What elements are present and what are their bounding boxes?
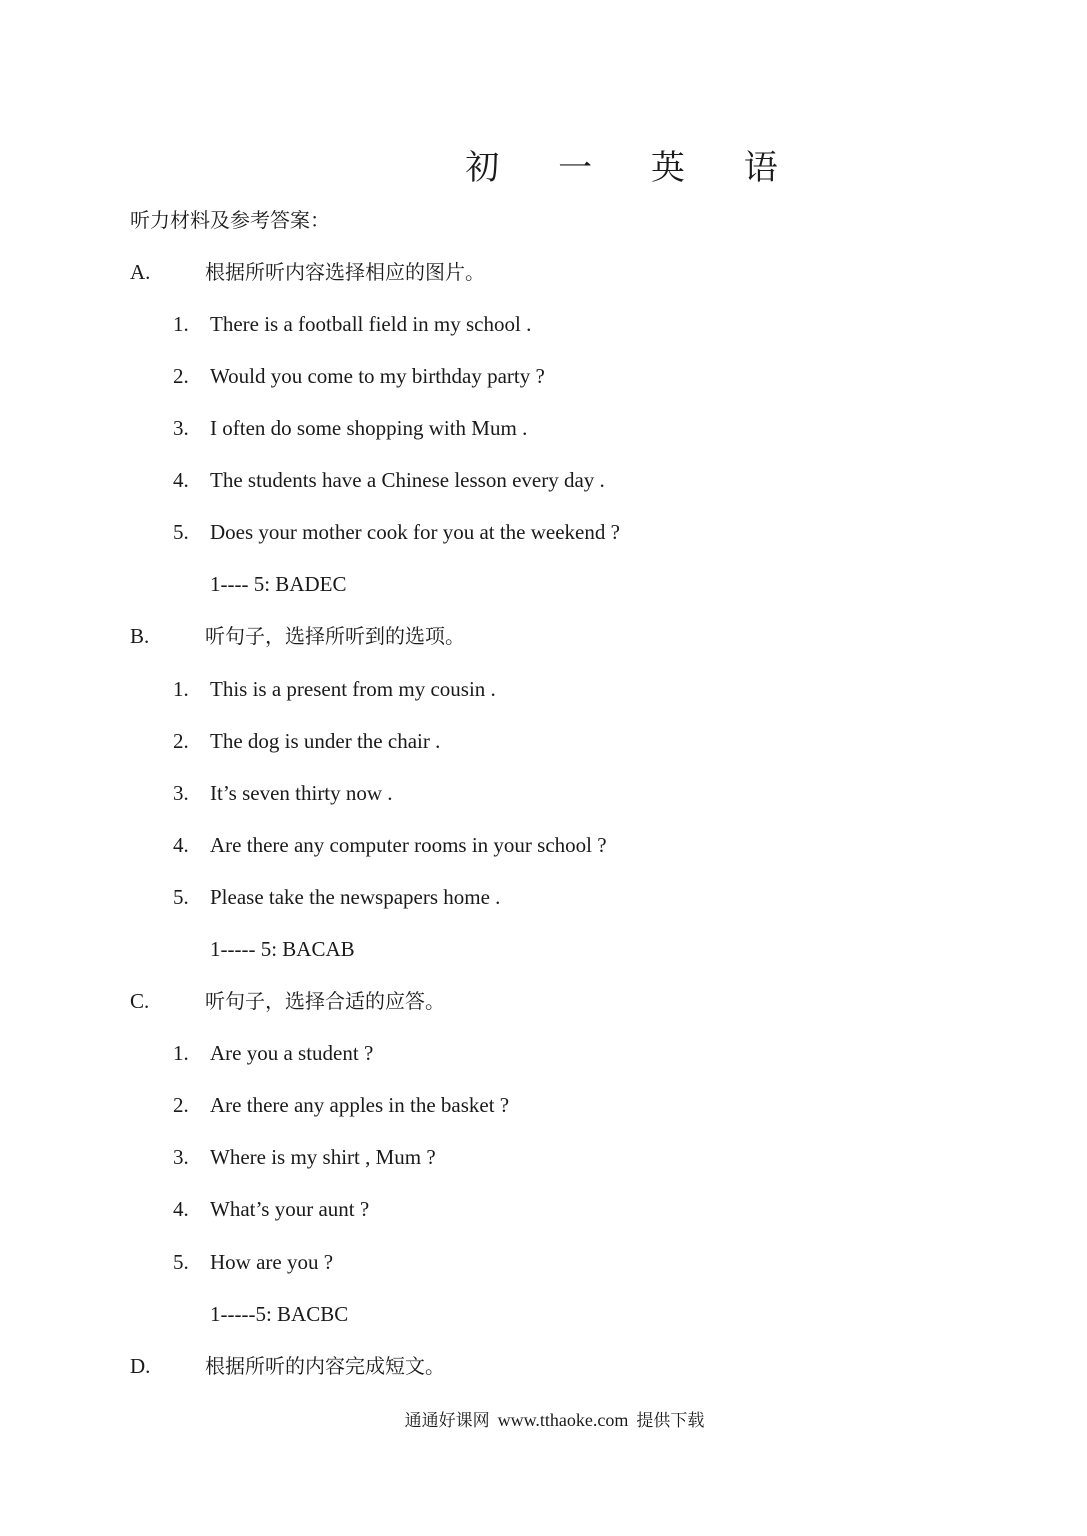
item-text: How are you ? xyxy=(210,1250,334,1274)
section-instruction: 听句子，选择所听到的选项。 xyxy=(205,624,465,648)
item-number: 3. xyxy=(173,1145,189,1169)
page-title: 初 一 英 语 xyxy=(465,148,802,188)
subtitle: 听力材料及参考答案： xyxy=(130,208,330,232)
item-number: 1. xyxy=(173,677,189,701)
list-item xyxy=(173,1143,436,1171)
item-text: Please take the newspapers home . xyxy=(210,885,501,909)
section-d-heading xyxy=(130,1352,445,1380)
item-number: 5. xyxy=(173,520,189,544)
item-number: 2. xyxy=(173,364,189,388)
list-item xyxy=(173,362,545,390)
page-footer xyxy=(0,1408,1087,1433)
item-number: 4. xyxy=(173,468,189,492)
section-letter: B. xyxy=(130,624,150,648)
section-instruction: 根据所听的内容完成短文。 xyxy=(205,1354,445,1378)
item-text: There is a football field in my school . xyxy=(210,312,532,336)
footer-url-link[interactable]: www.tthaoke.com xyxy=(497,1410,629,1430)
answer-key: 1-----5: BACBC xyxy=(210,1302,349,1326)
section-letter: A. xyxy=(130,260,151,284)
section-a-heading xyxy=(130,258,485,286)
section-letter: D. xyxy=(130,1354,151,1378)
item-text: Are there any apples in the basket ? xyxy=(210,1093,510,1117)
item-text: It’s seven thirty now . xyxy=(210,781,393,805)
item-number: 4. xyxy=(173,833,189,857)
list-item xyxy=(173,675,496,703)
item-number: 4. xyxy=(173,1197,189,1221)
item-number: 3. xyxy=(173,416,189,440)
answer-key: 1----- 5: BACAB xyxy=(210,937,355,961)
list-item xyxy=(173,779,393,807)
list-item xyxy=(173,466,605,494)
answer-key: 1---- 5: BADEC xyxy=(210,572,347,596)
item-text: Are you a student ? xyxy=(210,1041,374,1065)
section-letter: C. xyxy=(130,989,150,1013)
section-c-heading xyxy=(130,987,445,1015)
list-item xyxy=(173,1195,369,1223)
footer-download-text: 提供下载 xyxy=(636,1411,705,1431)
section-b-heading xyxy=(130,622,465,650)
item-number: 2. xyxy=(173,729,189,753)
list-item xyxy=(173,727,440,755)
item-number: 3. xyxy=(173,781,189,805)
list-item xyxy=(173,310,531,338)
item-number: 2. xyxy=(173,1093,189,1117)
list-item xyxy=(173,831,607,859)
item-text: Where is my shirt , Mum ? xyxy=(210,1145,436,1169)
list-item xyxy=(173,1091,509,1119)
item-text: Would you come to my birthday party ? xyxy=(210,364,545,388)
item-text: Are there any computer rooms in your school ? xyxy=(210,833,607,857)
list-item xyxy=(173,518,620,546)
item-text: The students have a Chinese lesson every day . xyxy=(210,468,605,492)
item-text: What’s your aunt ? xyxy=(210,1197,370,1221)
list-item xyxy=(173,414,527,442)
item-text: I often do some shopping with Mum . xyxy=(210,416,528,440)
item-number: 5. xyxy=(173,885,189,909)
list-item xyxy=(173,883,500,911)
item-text: The dog is under the chair . xyxy=(210,729,441,753)
item-text: This is a present from my cousin . xyxy=(210,677,496,701)
section-instruction: 根据所听内容选择相应的图片。 xyxy=(205,260,485,284)
footer-site-name: 通通好课网 xyxy=(404,1411,490,1431)
item-number: 5. xyxy=(173,1250,189,1274)
item-text: Does your mother cook for you at the weekend ? xyxy=(210,520,620,544)
list-item xyxy=(173,1248,333,1276)
item-number: 1. xyxy=(173,312,189,336)
item-number: 1. xyxy=(173,1041,189,1065)
list-item xyxy=(173,1039,373,1067)
section-instruction: 听句子，选择合适的应答。 xyxy=(205,989,445,1013)
